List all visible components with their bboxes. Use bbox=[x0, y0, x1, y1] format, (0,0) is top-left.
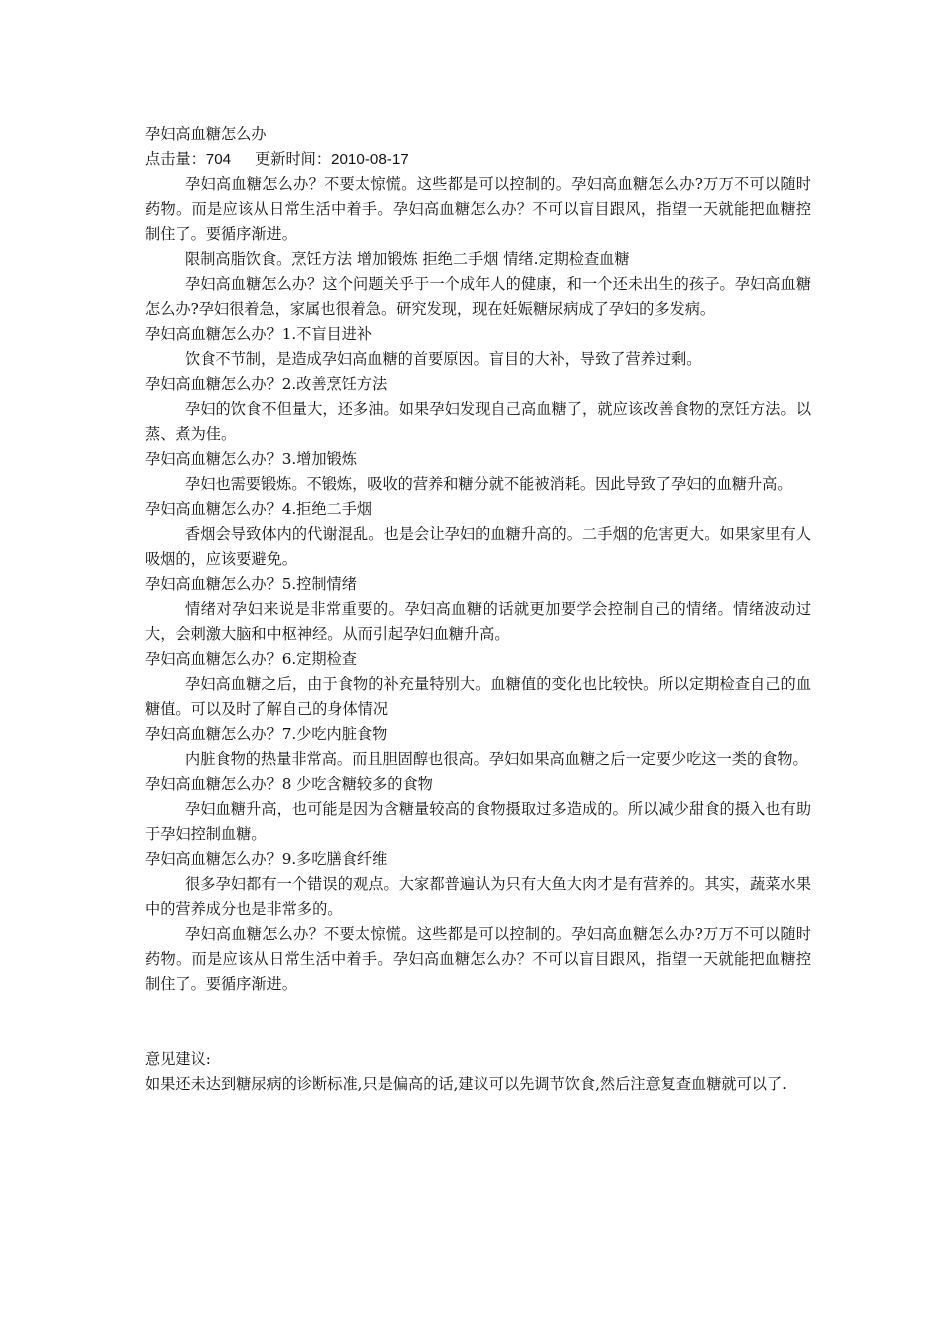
opinion-label: 意见建议: bbox=[145, 1050, 211, 1068]
section-body: 情绪对孕妇来说是非常重要的。孕妇高血糖的话就更加要学会控制自己的情绪。情绪波动过大，会刺激大脑和中枢神经。从而引起孕妇血糖升高。 bbox=[145, 600, 811, 643]
background-paragraph: 孕妇高血糖怎么办？这个问题关乎于一个成年人的健康，和一个还未出生的孩子。孕妇高血糖怎么办?孕妇很着急，家属也很着急。研究发现，现在妊娠糖尿病成了孕妇的多发病。 bbox=[145, 275, 811, 318]
section-body: 很多孕妇都有一个错误的观点。大家都普遍认为只有大鱼大肉才是有营养的。其实，蔬菜水果中的营养成分也是非常多的。 bbox=[145, 875, 811, 918]
article-body bbox=[145, 122, 811, 1097]
section-body: 孕妇的饮食不但量大，还多油。如果孕妇发现自己高血糖了，就应该改善食物的烹饪方法。以蒸、煮为佳。 bbox=[145, 400, 811, 443]
intro-paragraph: 孕妇高血糖怎么办？不要太惊慌。这些都是可以控制的。孕妇高血糖怎么办?万万不可以随时药物。而是应该从日常生活中着手。孕妇高血糖怎么办？不可以盲目跟风，指望一天就能把血糖控制住了。要循序渐进。 bbox=[145, 175, 811, 243]
section-heading: 孕妇高血糖怎么办？9.多吃膳食纤维 bbox=[145, 850, 388, 868]
section-heading: 孕妇高血糖怎么办？3.增加锻炼 bbox=[145, 450, 357, 468]
updated-value: 2010-08-17 bbox=[331, 151, 409, 168]
section-body: 孕妇也需要锻炼。不锻炼，吸收的营养和糖分就不能被消耗。因此导致了孕妇的血糖升高。 bbox=[185, 475, 793, 493]
section-body: 孕妇高血糖之后，由于食物的补充量特别大。血糖值的变化也比较快。所以定期检查自己的血糖值。可以及时了解自己的身体情况 bbox=[145, 675, 811, 718]
updated-label: 更新时间： bbox=[255, 150, 332, 168]
hits-value: 704 bbox=[205, 151, 232, 168]
section-heading: 孕妇高血糖怎么办？6.定期检查 bbox=[145, 650, 357, 668]
article-meta bbox=[145, 147, 811, 172]
closing-paragraph: 孕妇高血糖怎么办？不要太惊慌。这些都是可以控制的。孕妇高血糖怎么办?万万不可以随时药物。而是应该从日常生活中着手。孕妇高血糖怎么办？不可以盲目跟风，指望一天就能把血糖控制住了。要循序渐进。 bbox=[145, 925, 811, 993]
section-heading: 孕妇高血糖怎么办？5.控制情绪 bbox=[145, 575, 357, 593]
section-heading: 孕妇高血糖怎么办？8 少吃含糖较多的食物 bbox=[145, 775, 433, 793]
section-body: 饮食不节制，是造成孕妇高血糖的首要原因。盲目的大补，导致了营养过剩。 bbox=[185, 350, 702, 368]
section-spacer bbox=[145, 997, 811, 1047]
keywords-paragraph: 限制高脂饮食。烹饪方法 增加锻炼 拒绝二手烟 情绪.定期检查血糖 bbox=[185, 250, 630, 268]
section-body: 内脏食物的热量非常高。而且胆固醇也很高。孕妇如果高血糖之后一定要少吃这一类的食物。 bbox=[185, 750, 808, 768]
section-heading: 孕妇高血糖怎么办？7.少吃内脏食物 bbox=[145, 725, 388, 743]
article-title: 孕妇高血糖怎么办 bbox=[145, 125, 267, 143]
hits-label: 点击量： bbox=[145, 150, 206, 168]
section-body: 孕妇血糖升高，也可能是因为含糖量较高的食物摄取过多造成的。所以减少甜食的摄入也有助于孕妇控制血糖。 bbox=[145, 800, 811, 843]
section-heading: 孕妇高血糖怎么办？4.拒绝二手烟 bbox=[145, 500, 373, 518]
section-heading: 孕妇高血糖怎么办？1.不盲目进补 bbox=[145, 325, 373, 343]
opinion-body: 如果还未达到糖尿病的诊断标准,只是偏高的话,建议可以先调节饮食,然后注意复查血糖就可以了. bbox=[145, 1075, 787, 1093]
section-heading: 孕妇高血糖怎么办？2.改善烹饪方法 bbox=[145, 375, 388, 393]
section-body: 香烟会导致体内的代谢混乱。也是会让孕妇的血糖升高的。二手烟的危害更大。如果家里有人吸烟的，应该要避免。 bbox=[145, 525, 811, 568]
